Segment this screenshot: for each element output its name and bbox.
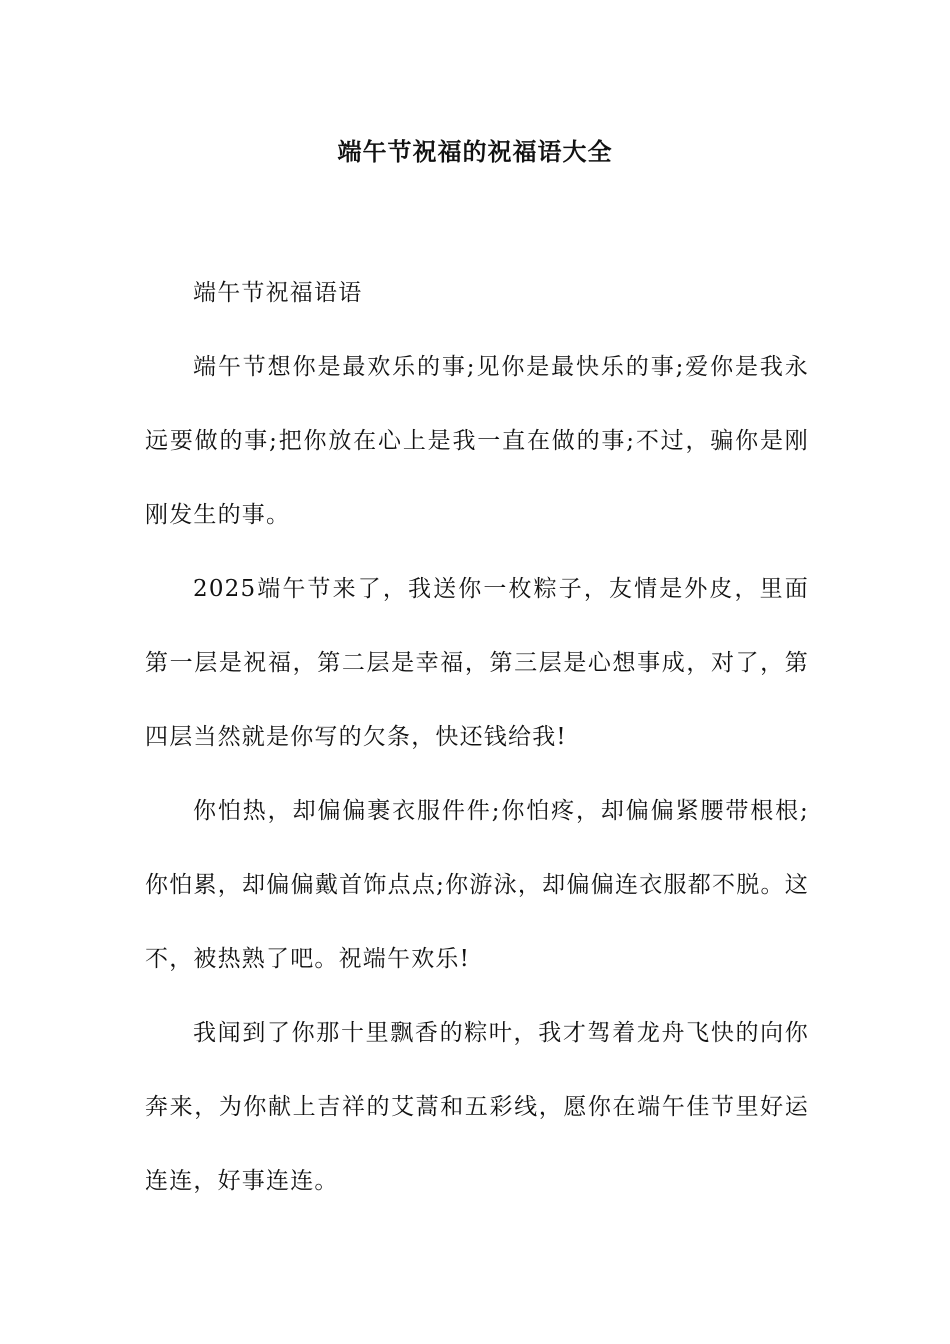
paragraph-subtitle: 端午节祝福语语 [193, 280, 363, 306]
document-body [145, 256, 809, 1218]
paragraph-3: 你怕热，却偏偏裹衣服件件;你怕疼，却偏偏紧腰带根根;你怕累，却偏偏戴首饰点点;你游泳，却偏偏连衣服都不脱。这不，被热熟了吧。祝端午欢乐! [145, 798, 809, 972]
document-title: 端午节祝福的祝福语大全 [337, 137, 613, 166]
paragraph-2: 2025端午节来了，我送你一枚粽子，友情是外皮，里面第一层是祝福，第二层是幸福，第三层是心想事成，对了，第四层当然就是你写的欠条，快还钱给我! [145, 576, 809, 750]
paragraph-1: 端午节想你是最欢乐的事;见你是最快乐的事;爱你是我永远要做的事;把你放在心上是我一直在做的事;不过，骗你是刚刚发生的事。 [145, 354, 809, 528]
paragraph-4: 我闻到了你那十里飘香的粽叶，我才驾着龙舟飞快的向你奔来，为你献上吉祥的艾蒿和五彩线，愿你在端午佳节里好运连连，好事连连。 [145, 1020, 809, 1194]
